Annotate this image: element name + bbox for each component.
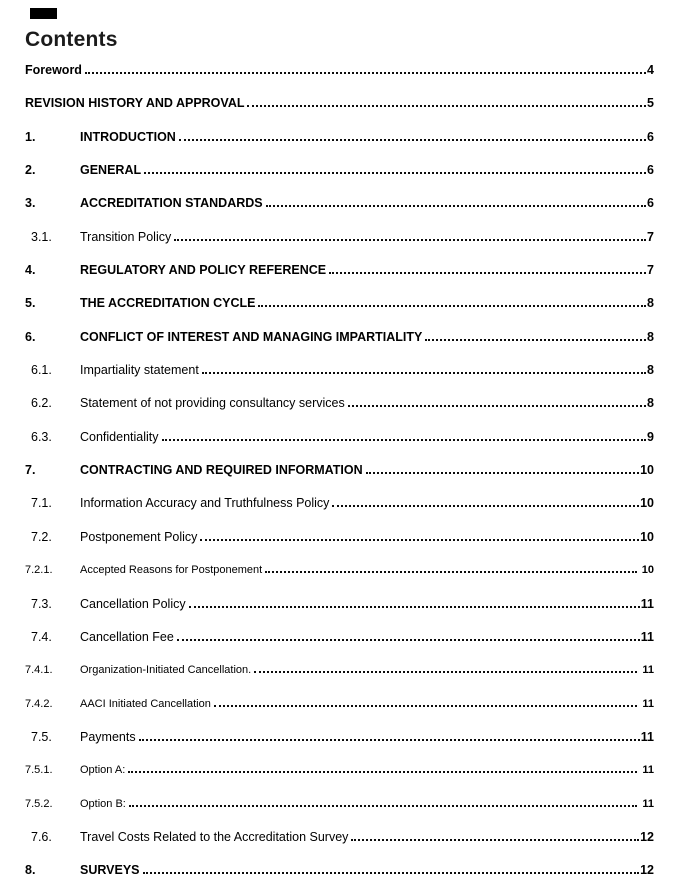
toc-entry-number: 7.	[25, 463, 36, 478]
toc-entry-label: REGULATORY AND POLICY REFERENCE	[80, 263, 327, 278]
toc-entry-number: 7.5.1.	[25, 764, 53, 777]
toc-entry-label: Option A:	[80, 764, 126, 777]
toc-entry-label: Option B:	[80, 797, 126, 810]
toc-entry-number: 7.4.1.	[25, 664, 53, 677]
toc-entry[interactable]	[25, 395, 654, 415]
toc-entry-number: 6.3.	[31, 429, 52, 444]
toc-entry[interactable]	[25, 862, 654, 882]
toc-entry-page: 8	[647, 363, 654, 378]
dot-leader	[128, 771, 637, 773]
page-title: Contents	[25, 28, 118, 51]
toc-entry[interactable]	[25, 596, 654, 616]
dot-leader	[177, 639, 640, 641]
dot-leader	[179, 139, 646, 141]
toc-entry-label: GENERAL	[80, 163, 142, 178]
dot-leader	[162, 439, 647, 441]
toc-entry-label: Impartiality statement	[80, 363, 199, 378]
dot-leader	[254, 671, 637, 673]
toc-entry-page: 8	[647, 396, 654, 411]
dot-leader	[85, 72, 646, 74]
toc-entry[interactable]	[25, 195, 654, 215]
toc-entry-label: Confidentiality	[80, 429, 159, 444]
toc-entry-label: Travel Costs Related to the Accreditation Survey	[80, 829, 349, 844]
toc-entry-page: 11	[642, 764, 654, 777]
toc-entry-page: 12	[640, 863, 654, 878]
toc-entry-page: 12	[640, 829, 654, 844]
toc-entry-page: 6	[647, 129, 654, 144]
toc-entry[interactable]	[25, 829, 654, 849]
dot-leader	[144, 172, 646, 174]
dot-leader	[143, 872, 640, 874]
toc-entry-label: Payments	[80, 729, 136, 744]
toc-entry-label: Organization-Initiated Cancellation.	[80, 664, 252, 677]
toc-entry[interactable]	[25, 362, 654, 382]
toc-entry-label: Cancellation Fee	[80, 629, 174, 644]
dot-leader	[247, 105, 646, 107]
toc-entry-number: 6.1.	[31, 363, 52, 378]
toc-entry-label: Cancellation Policy	[80, 596, 186, 611]
toc-entry-label: INTRODUCTION	[80, 129, 176, 144]
toc-entry-number: 1.	[25, 129, 36, 144]
dot-leader	[189, 606, 640, 608]
toc-entry-label: AACI Initiated Cancellation	[80, 697, 211, 710]
toc-entry[interactable]	[25, 262, 654, 282]
dot-leader	[202, 372, 646, 374]
toc-entry[interactable]	[25, 95, 654, 115]
toc-entry[interactable]	[25, 629, 654, 649]
dot-leader	[329, 272, 646, 274]
toc-entry[interactable]	[25, 129, 654, 149]
toc-entry-label: ACCREDITATION STANDARDS	[80, 196, 263, 211]
toc-entry-number: 7.5.2.	[25, 797, 53, 810]
toc-entry-number: 7.2.1.	[25, 564, 53, 577]
toc-entry[interactable]	[25, 329, 654, 349]
dot-leader	[174, 239, 646, 241]
toc-entry-page: 10	[640, 529, 654, 544]
toc-entry-page: 11	[640, 729, 654, 744]
toc-entry-label: Postponement Policy	[80, 529, 198, 544]
toc-entry-page: 10	[640, 463, 654, 478]
toc-entry-number: 2.	[25, 163, 36, 178]
toc-entry-label: CONFLICT OF INTEREST AND MANAGING IMPARTIALITY	[80, 329, 423, 344]
toc-entry-number: 7.5.	[31, 729, 52, 744]
dot-leader	[332, 505, 639, 507]
toc-entry-page: 5	[647, 96, 654, 111]
toc-entry-number: 7.4.2.	[25, 697, 53, 710]
toc-entry-page: 6	[647, 163, 654, 178]
toc-entry[interactable]	[25, 662, 654, 682]
toc-entry[interactable]	[25, 229, 654, 249]
toc-entry[interactable]	[25, 562, 654, 582]
toc-entry-number: 7.1.	[31, 496, 52, 511]
dot-leader	[348, 405, 646, 407]
toc-entry[interactable]	[25, 729, 654, 749]
toc-entry-number: 4.	[25, 263, 36, 278]
toc-entry-label: Foreword	[25, 63, 82, 77]
dot-leader	[265, 571, 637, 573]
dot-leader	[139, 739, 640, 741]
toc-entry-number: 6.	[25, 329, 36, 344]
toc-entry-number: 7.2.	[31, 529, 52, 544]
dot-leader	[214, 705, 638, 707]
toc-entry-number: 5.	[25, 296, 36, 311]
toc-entry-page: 4	[647, 63, 654, 77]
dot-leader	[366, 472, 639, 474]
toc-entry-page: 7	[647, 229, 654, 244]
toc-entry-number: 6.2.	[31, 396, 52, 411]
toc-entry-page: 10	[640, 496, 654, 511]
toc-entry-page: 8	[647, 329, 654, 344]
toc-entry-number: 3.1.	[31, 229, 52, 244]
dot-leader	[425, 339, 646, 341]
toc-entry[interactable]	[25, 696, 654, 716]
toc-entry[interactable]	[25, 62, 654, 82]
toc-entry-label: Accepted Reasons for Postponement	[80, 564, 263, 577]
toc-entry-page: 11	[640, 629, 654, 644]
toc-entry[interactable]	[25, 462, 654, 482]
toc-entry-page: 11	[640, 596, 654, 611]
toc-entry[interactable]	[25, 762, 654, 782]
toc-entry-page: 7	[647, 263, 654, 278]
toc-entry[interactable]	[25, 495, 654, 515]
toc-entry-label: SURVEYS	[80, 863, 140, 878]
toc-entry[interactable]	[25, 429, 654, 449]
dot-leader	[351, 839, 639, 841]
toc-entry-page: 8	[647, 296, 654, 311]
dot-leader	[258, 305, 646, 307]
dot-leader	[266, 205, 646, 207]
toc-entry-number: 7.4.	[31, 629, 52, 644]
toc-entry-label: THE ACCREDITATION CYCLE	[80, 296, 256, 311]
toc-entry-page: 10	[641, 564, 654, 577]
toc-entry-number: 7.3.	[31, 596, 52, 611]
toc-entry-page: 11	[642, 664, 654, 677]
toc-entry-label: Transition Policy	[80, 229, 172, 244]
toc-entry-label: CONTRACTING AND REQUIRED INFORMATION	[80, 463, 363, 478]
toc-entry-number: 8.	[25, 863, 36, 878]
toc-entry-label: Information Accuracy and Truthfulness Policy	[80, 496, 330, 511]
toc-entry[interactable]	[25, 295, 654, 315]
toc-entry-page: 11	[642, 797, 654, 810]
dot-leader	[200, 539, 639, 541]
toc-entry[interactable]	[25, 796, 654, 816]
toc-entry[interactable]	[25, 529, 654, 549]
toc-entry-page: 6	[647, 196, 654, 211]
toc-entry-label: Statement of not providing consultancy services	[80, 396, 345, 411]
table-of-contents	[25, 62, 654, 882]
top-left-black-mark	[30, 8, 57, 19]
toc-entry-number: 3.	[25, 196, 36, 211]
toc-entry-page: 9	[647, 429, 654, 444]
toc-entry-page: 11	[642, 697, 654, 710]
toc-entry[interactable]	[25, 162, 654, 182]
toc-entry-number: 7.6.	[31, 829, 52, 844]
dot-leader	[129, 805, 638, 807]
toc-entry-label: REVISION HISTORY AND APPROVAL	[25, 96, 245, 111]
